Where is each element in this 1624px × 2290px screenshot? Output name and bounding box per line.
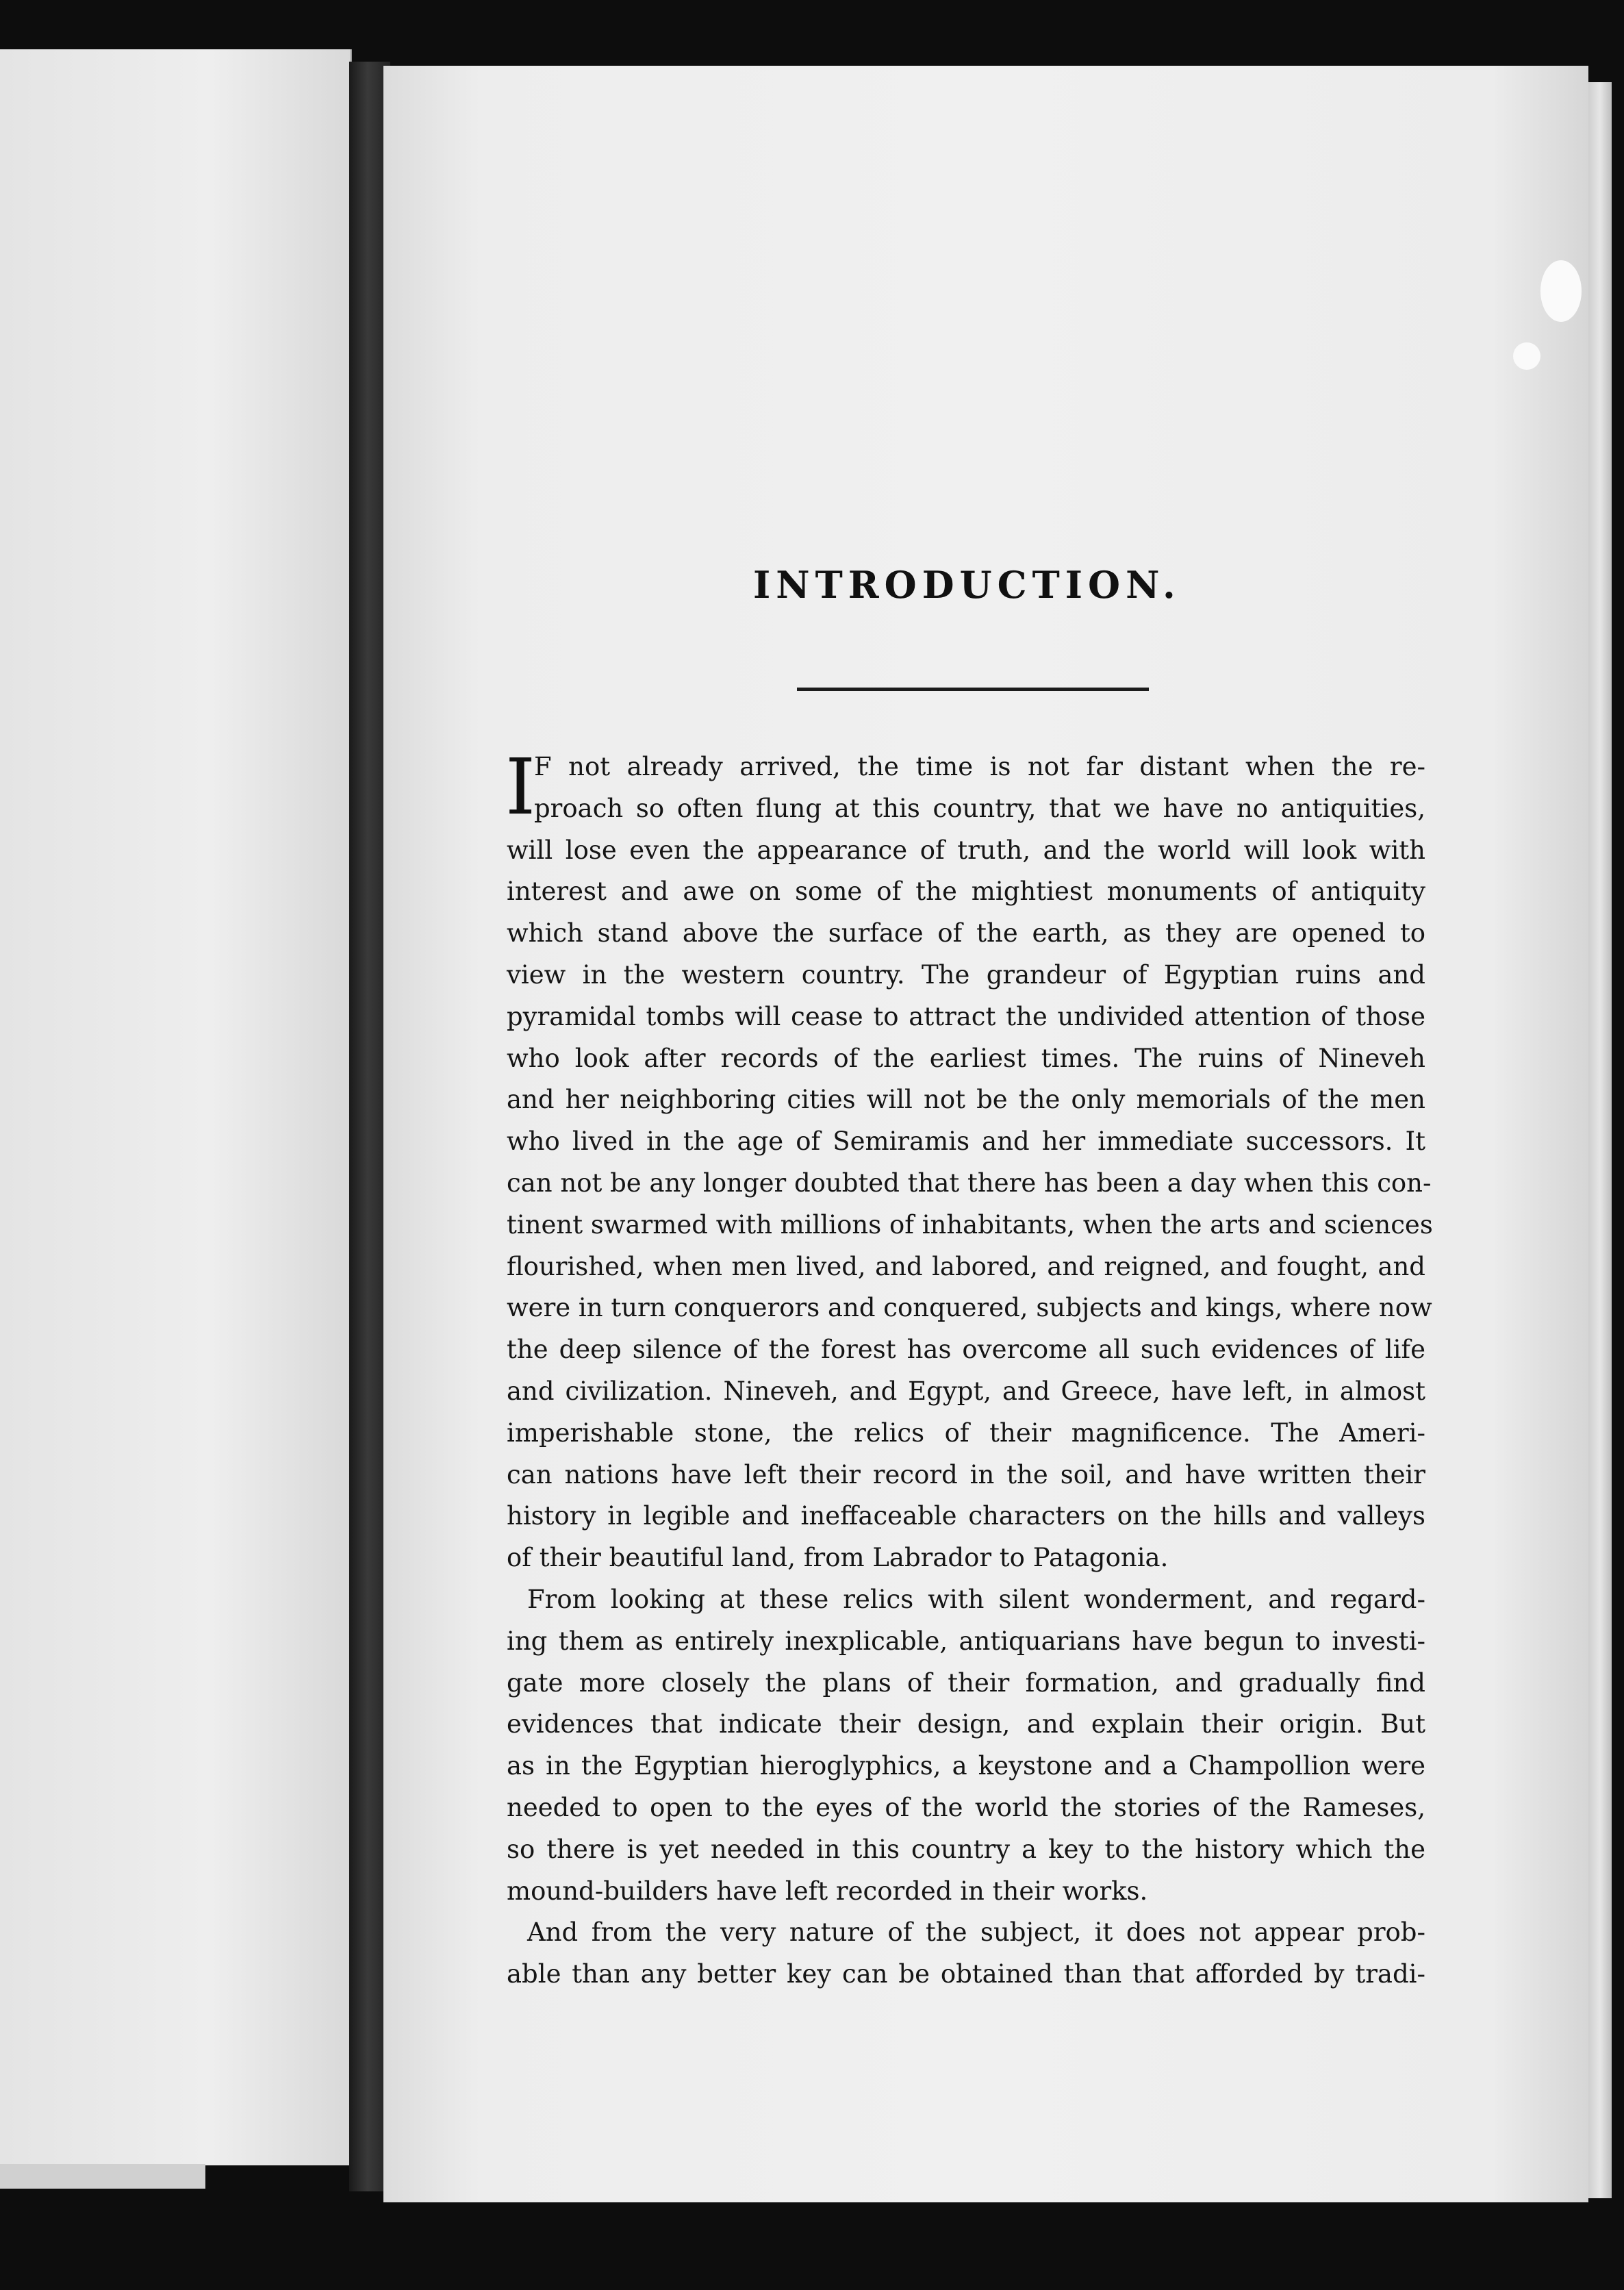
left-page-blank: [0, 49, 352, 2165]
text-line: can nations have left their record in the soil, and have written their: [507, 1459, 1425, 1489]
text-line: tinent swarmed with millions of inhabitants, when the arts and sciences: [507, 1209, 1433, 1240]
page-heading: INTRODUCTION.: [753, 563, 1181, 607]
text-line: of their beautiful land, from Labrador to Patagonia.: [507, 1543, 1169, 1573]
text-line: and her neighboring cities will not be the only memorials of the men: [507, 1085, 1425, 1115]
text-line: needed to open to the eyes of the world the stories of the Rameses,: [507, 1792, 1425, 1822]
text-line: mound-builders have left recorded in their works.: [507, 1876, 1148, 1906]
text-line: able than any better key can be obtained than that afforded by tradi-: [507, 1959, 1425, 1989]
text-line: gate more closely the plans of their formation, and gradually find: [507, 1668, 1425, 1698]
text-line: will lose even the appearance of truth, and the world will look with: [507, 835, 1425, 865]
text-line: F not already arrived, the time is not far distant when the re-: [534, 752, 1425, 781]
text-line: From looking at these relics with silent wonderment, and regard-: [527, 1584, 1425, 1614]
text-line: which stand above the surface of the earth, as they are opened to: [507, 918, 1425, 948]
text-line: were in turn conquerors and conquered, subjects and kings, where now: [507, 1293, 1432, 1323]
left-page-bottom-edge: [0, 2164, 205, 2189]
text-line: interest and awe on some of the mightiest monuments of antiquity: [507, 877, 1425, 907]
introduction-text: [505, 743, 1433, 1996]
text-line: as in the Egyptian hieroglyphics, a keystone and a Champollion were: [507, 1751, 1425, 1781]
scan-speck: [1513, 342, 1540, 370]
text-line: who lived in the age of Semiramis and her immediate successors. It: [507, 1127, 1425, 1157]
text-line: who look after records of the earliest times. The ruins of Nineveh: [507, 1043, 1425, 1073]
text-line: can not be any longer doubted that there has been a day when this con-: [507, 1168, 1432, 1198]
text-line: flourished, when men lived, and labored, and reigned, and fought, and: [507, 1251, 1425, 1281]
text-line: so there is yet needed in this country a key to the history which the: [507, 1834, 1425, 1864]
text-line: proach so often flung at this country, that we have no antiquities,: [534, 793, 1425, 823]
text-line: imperishable stone, the relics of their magnificence. The Ameri-: [507, 1418, 1425, 1448]
text-line: the deep silence of the forest has overcome all such evidences of life: [507, 1335, 1425, 1365]
text-line: view in the western country. The grandeur of Egyptian ruins and: [507, 959, 1425, 990]
heading-rule: [797, 688, 1149, 691]
text-line: ing them as entirely inexplicable, antiquarians have begun to investi-: [507, 1626, 1425, 1656]
scan-speck: [1540, 260, 1582, 322]
drop-cap: I: [505, 743, 536, 832]
text-line: And from the very nature of the subject, it does not appear prob-: [527, 1917, 1425, 1948]
text-line: evidences that indicate their design, and explain their origin. But: [507, 1709, 1425, 1739]
text-line: history in legible and ineffaceable characters on the hills and valleys: [507, 1501, 1425, 1531]
text-line: and civilization. Nineveh, and Egypt, and Greece, have left, in almost: [507, 1376, 1425, 1406]
text-line: pyramidal tombs will cease to attract the undivided attention of those: [507, 1001, 1425, 1031]
page-edge: [1588, 82, 1612, 2198]
